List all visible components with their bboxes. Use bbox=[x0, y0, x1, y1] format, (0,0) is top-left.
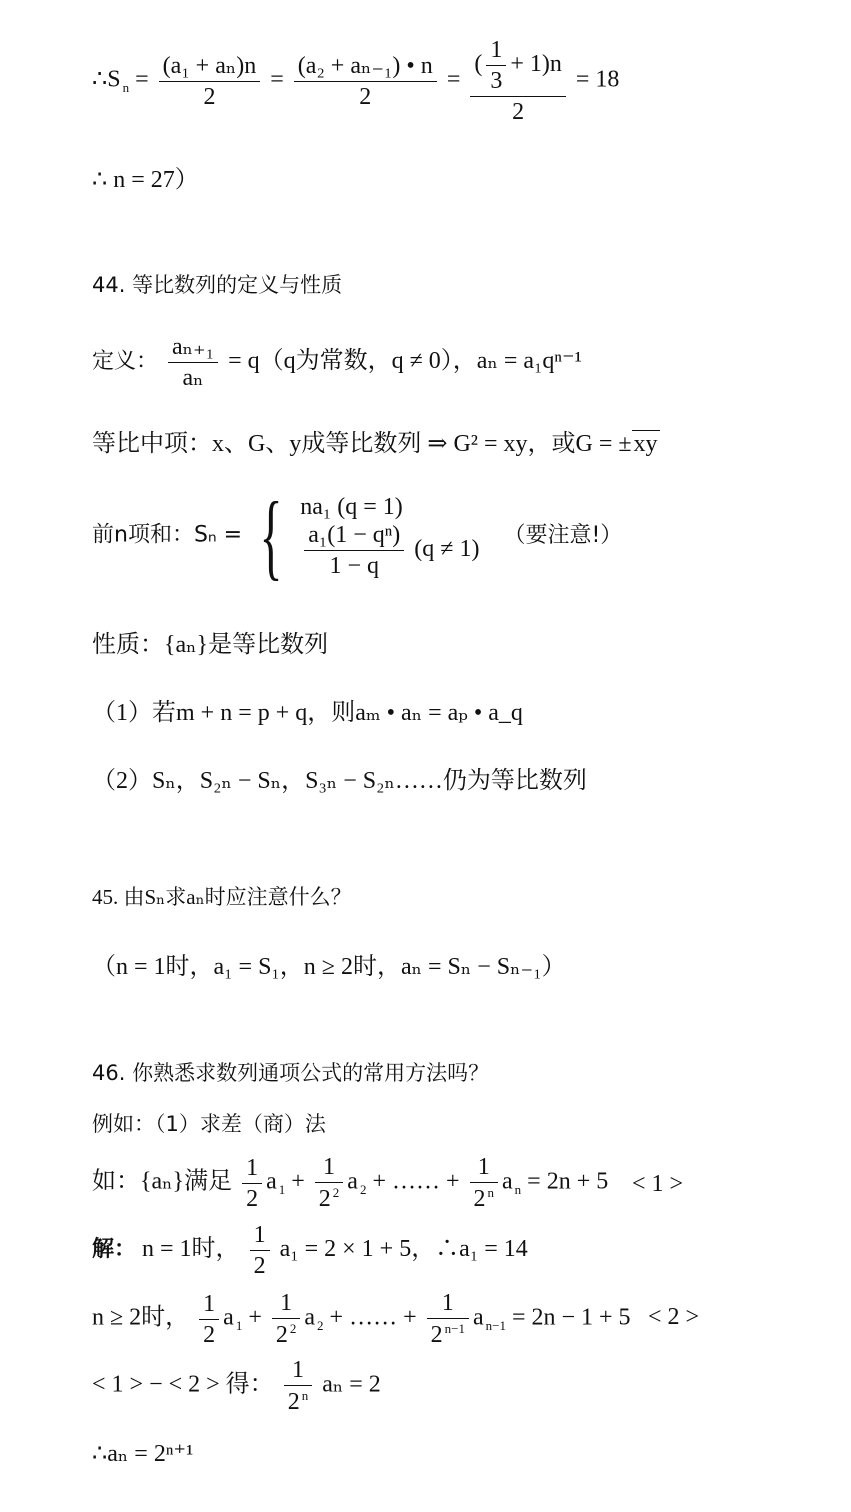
case-2-cond: (q ≠ 1) bbox=[414, 535, 480, 562]
fraction-2-den: 2 bbox=[294, 81, 437, 109]
tag-2: < 2 > bbox=[648, 1304, 700, 1330]
s44-property-label: 性质：{aₙ}是等比数列 bbox=[92, 632, 329, 658]
case-1: na₁ (q = 1) bbox=[300, 493, 403, 520]
s46-given: 如：{aₙ}满足 $\frac{1}{2}$ a $_1$ + $\frac{1}{2 ^2}$ a $_2$ + …… + $\frac{1}{2 ^n}$ a $_n$ = 2n + 5 bbox=[92, 1154, 609, 1212]
diff-rhs: aₙ = 2 bbox=[322, 1371, 381, 1398]
s46-final: ∴aₙ = 2ⁿ⁺¹ bbox=[92, 1441, 194, 1467]
sum-note: （要注意!） bbox=[503, 522, 623, 548]
fraction-3-rest: + 1)n bbox=[510, 51, 562, 78]
fraction-1 bbox=[159, 54, 261, 109]
sol-text: n = 1时， bbox=[142, 1236, 240, 1263]
s44-sum bbox=[92, 482, 623, 589]
fraction-1-den: 2 bbox=[159, 81, 261, 109]
s45-body: （n = 1时，a₁ = S₁，n ≥ 2时，aₙ = Sₙ − Sₙ₋₁） bbox=[92, 954, 566, 980]
sol-expr: a₁ = 2 × 1 + 5，∴a₁ = 14 bbox=[279, 1236, 528, 1263]
case-2-fraction bbox=[304, 523, 404, 578]
eq-3: = bbox=[446, 66, 461, 93]
fraction-3: ( $\frac{1}{3}$ + 1)n 2 bbox=[470, 38, 566, 124]
s44-property-1: （1）若m + n = p + q，则aₘ • aₙ = aₚ • a_q bbox=[92, 700, 523, 726]
def-num: aₙ₊₁ bbox=[172, 334, 215, 360]
n2-rhs: = 2n − 1 + 5 bbox=[511, 1304, 631, 1331]
fraction-2 bbox=[294, 54, 437, 109]
n2-text: n ≥ 2时， bbox=[92, 1304, 190, 1331]
sol-label: 解： bbox=[92, 1237, 137, 1263]
left-brace: { bbox=[259, 482, 283, 589]
s45-heading: 45. 由Sₙ求aₙ时应注意什么？ bbox=[92, 885, 352, 909]
sn-sub: n bbox=[122, 79, 130, 95]
s44-heading: 44. 等比数列的定义与性质 bbox=[92, 273, 343, 297]
mid-label: 等比中项：x、G、y成等比数列 ⇒ G² = xy，或G = ± bbox=[92, 431, 632, 457]
given-label: 如：{aₙ}满足 bbox=[92, 1168, 233, 1195]
s46-n2: n ≥ 2时， $\frac{1}{2}$ a $_1$ + $\frac{1}{2 ^2}$ a $_2$ + …… + $\frac{1}{2 ^{n-1}}$ a $_{n-1}$ = 2n − 1 + 5 bbox=[92, 1290, 631, 1348]
s46-solution: 解： n = 1时， $\frac{1}{2}$ a₁ = 2 × 1 + 5，∴a₁ = 14 bbox=[92, 1222, 528, 1279]
inner-num: 1 bbox=[490, 37, 503, 63]
sn-formula bbox=[92, 38, 619, 124]
sn-prefix: ∴S bbox=[92, 66, 121, 93]
def-fraction bbox=[168, 335, 218, 390]
diff-label: < 1 > − < 2 > 得： bbox=[92, 1371, 274, 1398]
fraction-2-num: (a₂ + aₙ₋₁) • n bbox=[297, 52, 433, 79]
fraction-1-num: (a₁ + aₙ)n bbox=[162, 52, 257, 79]
sn-result: = 18 bbox=[575, 66, 620, 93]
sum-label: 前n项和：Sₙ = bbox=[92, 522, 243, 548]
def-label: 定义： bbox=[92, 349, 159, 375]
eq-1: = bbox=[135, 66, 149, 93]
case-2-num: a₁(1 − qⁿ) bbox=[308, 521, 401, 548]
inner-fraction bbox=[486, 38, 506, 93]
s44-geometric-mean bbox=[92, 432, 660, 456]
s46-heading: 46. 你熟悉求数列通项公式的常用方法吗？ bbox=[92, 1061, 490, 1085]
s44-property-2: （2）Sₙ，S₂ₙ − Sₙ，S₃ₙ − S₂ₙ……仍为等比数列 bbox=[92, 768, 587, 794]
sum-cases bbox=[300, 491, 479, 582]
inner-den: 3 bbox=[486, 65, 506, 93]
def-den: aₙ bbox=[168, 362, 218, 390]
case-2-den: 1 − q bbox=[304, 550, 404, 578]
tag-1: < 1 > bbox=[632, 1171, 684, 1197]
sqrt-xy: xy bbox=[633, 431, 658, 457]
eq-2: = bbox=[270, 66, 284, 93]
s46-example: 例如：（1）求差（商）法 bbox=[92, 1112, 326, 1136]
n-result: ∴ n = 27） bbox=[92, 167, 199, 193]
def-rest: = q（q为常数，q ≠ 0），aₙ = a₁qⁿ⁻¹ bbox=[228, 348, 582, 375]
fraction-3-den: 2 bbox=[470, 96, 566, 124]
s46-diff: < 1 > − < 2 > 得： $\frac{1}{2 ^n}$ aₙ = 2 bbox=[92, 1357, 381, 1415]
s44-definition bbox=[92, 335, 582, 390]
